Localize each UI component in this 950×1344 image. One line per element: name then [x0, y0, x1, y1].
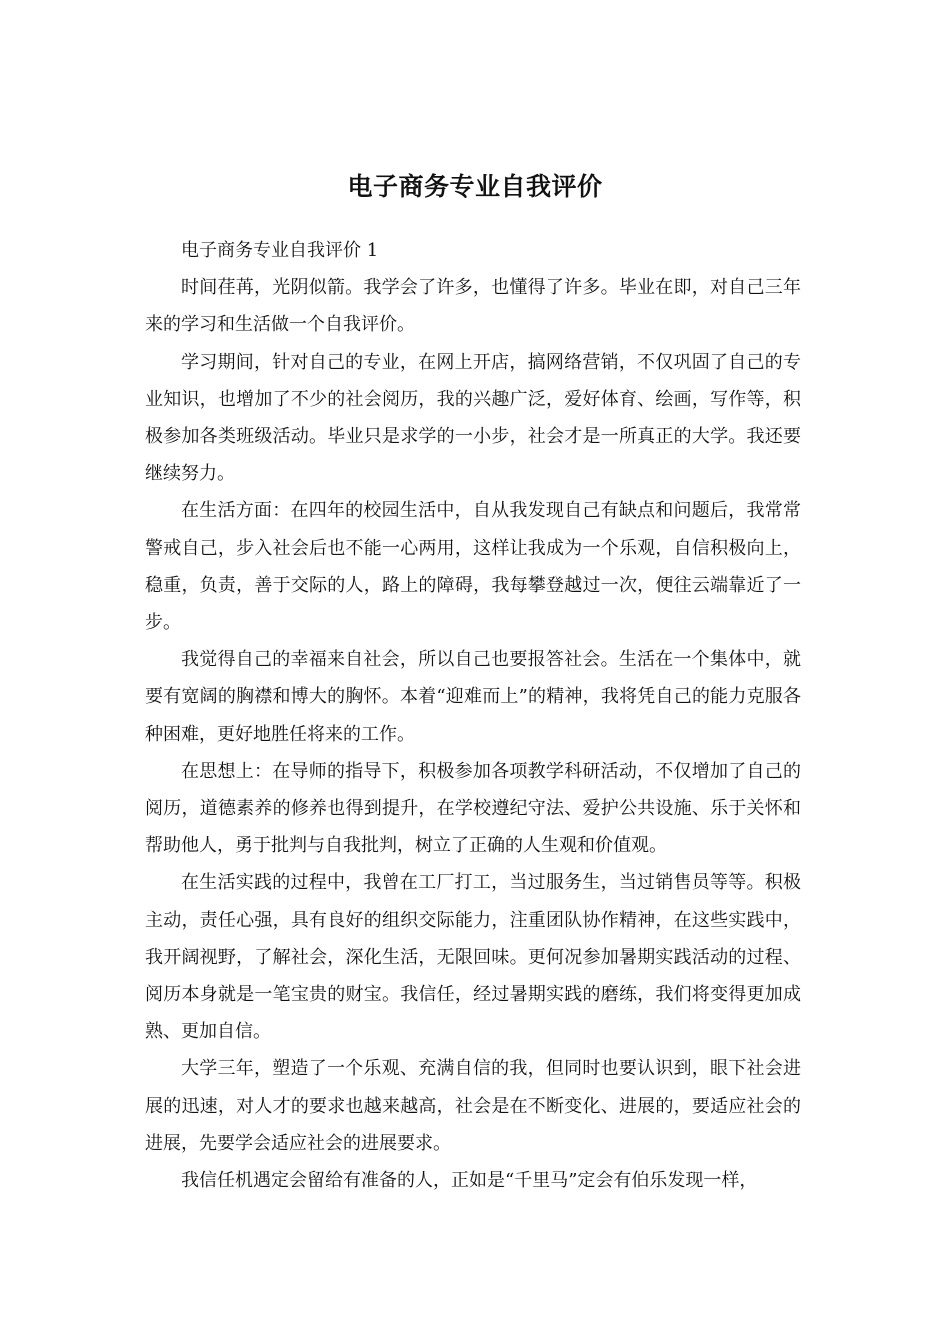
- section-heading: 电子商务专业自我评价 1: [181, 240, 379, 261]
- document-title: 电子商务专业自我评价: [347, 171, 603, 201]
- paragraph: 时间荏苒，光阴似箭。我学会了许多，也懂得了许多。毕业在即，对自己三年来的学习和生活做一个自我评价。: [145, 277, 801, 336]
- paragraph: 我觉得自己的幸福来自社会，所以自己也要报答社会。生活在一个集体中，就要有宽阔的胸襟和博大的胸怀。本着“迎难而上”的精神，我将凭自己的能力克服各种困难，更好地胜任将来的工作。: [145, 649, 801, 745]
- paragraph: 大学三年，塑造了一个乐观、充满自信的我，但同时也要认识到，眼下社会进展的迅速，对人才的要求也越来越高，社会是在不断变化、进展的，要适应社会的进展，先要学会适应社会的进展要求。: [145, 1058, 801, 1154]
- paragraph: 在生活方面：在四年的校园生活中，自从我发现自己有缺点和问题后，我常常警戒自己，步入社会后也不能一心两用，这样让我成为一个乐观，自信积极向上，稳重，负责，善于交际的人，路上的障碍，我每攀登越过一次，便往云端靠近了一步。: [145, 500, 801, 634]
- document-body: [145, 232, 801, 1199]
- paragraph: 学习期间，针对自己的专业，在网上开店，搞网络营销，不仅巩固了自己的专业知识，也增加了不少的社会阅历，我的兴趣广泛，爱好体育、绘画，写作等，积极参加各类班级活动。毕业只是求学的一小步，社会才是一所真正的大学。我还要继续努力。: [145, 351, 801, 485]
- paragraph: 我信任机遇定会留给有准备的人，正如是“千里马”定会有伯乐发现一样，: [181, 1170, 758, 1192]
- paragraph: 在生活实践的过程中，我曾在工厂打工，当过服务生，当过销售员等等。积极主动，责任心强，具有良好的组织交际能力，注重团队协作精神，在这些实践中，我开阔视野，了解社会，深化生活，无限回味。更何况参加暑期实践活动的过程、阅历本身就是一笔宝贵的财宝。我信任，经过暑期实践的磨练，我们将变得更加成熟、更加自信。: [145, 872, 801, 1043]
- paragraph: 在思想上：在导师的指导下，积极参加各项教学科研活动，不仅增加了自己的阅历，道德素养的修养也得到提升，在学校遵纪守法、爱护公共设施、乐于关怀和帮助他人，勇于批判与自我批判，树立了正确的人生观和价值观。: [145, 760, 801, 857]
